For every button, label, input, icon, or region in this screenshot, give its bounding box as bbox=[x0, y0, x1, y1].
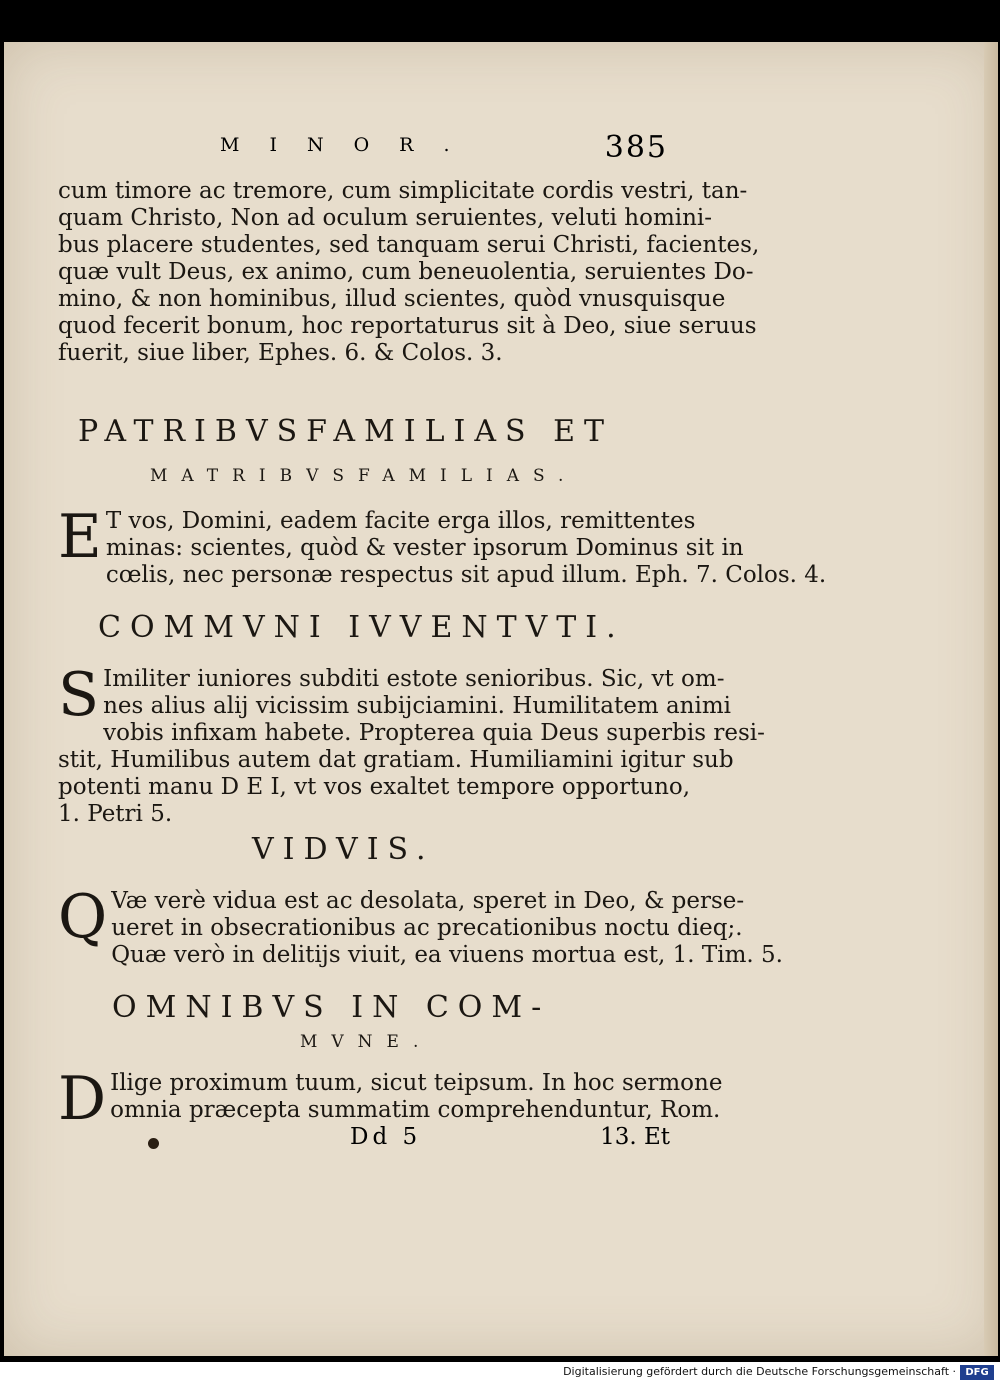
text-line: Væ verè vidua est ac desolata, speret in Deo, & perse- bbox=[111, 888, 745, 914]
running-head bbox=[220, 130, 680, 170]
text-line: stit, Humilibus autem dat gratiam. Humiliamini igitur sub bbox=[58, 747, 734, 773]
section-heading bbox=[252, 832, 867, 867]
running-head-title: MINOR. bbox=[220, 134, 480, 156]
section-heading bbox=[98, 610, 713, 645]
section-title: COMMVNI IVVENTVTI. bbox=[98, 610, 625, 645]
text-line: bus placere studentes, sed tanquam serui Christi, facientes, bbox=[58, 232, 760, 258]
text-line: nes alius alij vicissim subijciamini. Humilitatem animi bbox=[103, 693, 731, 719]
section-subheading bbox=[300, 1032, 915, 1052]
text-line: cœlis, nec personæ respectus sit apud illum. Eph. 7. Colos. 4. bbox=[105, 562, 827, 588]
text-line: Ilige proximum tuum, sicut teipsum. In hoc sermone bbox=[110, 1070, 723, 1096]
text-line: quæ vult Deus, ex animo, cum beneuolentia, seruientes Do- bbox=[58, 259, 754, 285]
text-line: Quæ verò in delitijs viuit, ea viuens mortua est, 1. Tim. 5. bbox=[111, 942, 783, 968]
section-subtitle: MATRIBVSFAMILIAS. bbox=[150, 466, 578, 486]
section-paragraph bbox=[58, 1064, 723, 1134]
section-paragraph bbox=[58, 660, 765, 828]
text-line: quod fecerit bonum, hoc reportaturus sit à Deo, siue seruus bbox=[58, 313, 757, 339]
section-heading bbox=[78, 414, 693, 449]
text-line: omnia præcepta summatim comprehenduntur, Rom. bbox=[110, 1097, 721, 1123]
dfg-logo: DFG bbox=[960, 1365, 994, 1380]
section-heading bbox=[112, 990, 727, 1025]
text-line: Imiliter iuniores subditi estote senioribus. Sic, vt om- bbox=[103, 666, 725, 692]
page-edge bbox=[984, 42, 998, 1356]
section-title: VIDVIS. bbox=[252, 832, 435, 867]
signature-mark: Dd 5 bbox=[350, 1124, 422, 1150]
section-paragraph bbox=[58, 502, 827, 589]
section-paragraph bbox=[58, 882, 783, 969]
text-line: ueret in obsecrationibus ac precationibus noctu dieq;. bbox=[111, 915, 743, 941]
section-title: OMNIBVS IN COM- bbox=[112, 990, 551, 1025]
drop-cap: E bbox=[58, 502, 102, 572]
drop-cap: Q bbox=[58, 882, 108, 952]
text-line: cum timore ac tremore, cum simplicitate cordis vestri, tan- bbox=[58, 178, 748, 204]
text-line: quam Christo, Non ad oculum seruientes, veluti homini- bbox=[58, 205, 713, 231]
text-line: vobis infixam habete. Propterea quia Deus superbis resi- bbox=[103, 720, 765, 746]
text-line: fuerit, siue liber, Ephes. 6. & Colos. 3. bbox=[58, 340, 503, 366]
section-title: PATRIBVSFAMILIAS ET bbox=[78, 414, 614, 449]
text-line: mino, & non hominibus, illud scientes, quòd vnusquisque bbox=[58, 286, 726, 312]
section-subheading bbox=[150, 466, 765, 486]
text-line: 1. Petri 5. bbox=[58, 801, 173, 827]
page-number: 385 bbox=[604, 130, 668, 165]
catchword: 13. Et bbox=[600, 1124, 670, 1150]
ink-dot bbox=[148, 1138, 159, 1149]
intro-paragraph bbox=[58, 178, 760, 367]
text-line: minas: scientes, quòd & vester ipsorum Dominus sit in bbox=[105, 535, 744, 561]
footer-credit: Digitalisierung gefördert durch die Deutsche Forschungsgemeinschaft · bbox=[563, 1365, 956, 1378]
section-subtitle: MVNE. bbox=[300, 1032, 433, 1052]
drop-cap: S bbox=[58, 660, 100, 730]
text-line: T vos, Domini, eadem facite erga illos, remittentes bbox=[105, 508, 696, 534]
drop-cap: D bbox=[58, 1064, 107, 1134]
text-line: potenti manu D E I, vt vos exaltet tempore opportuno, bbox=[58, 774, 691, 800]
digitization-footer bbox=[0, 1362, 1000, 1384]
